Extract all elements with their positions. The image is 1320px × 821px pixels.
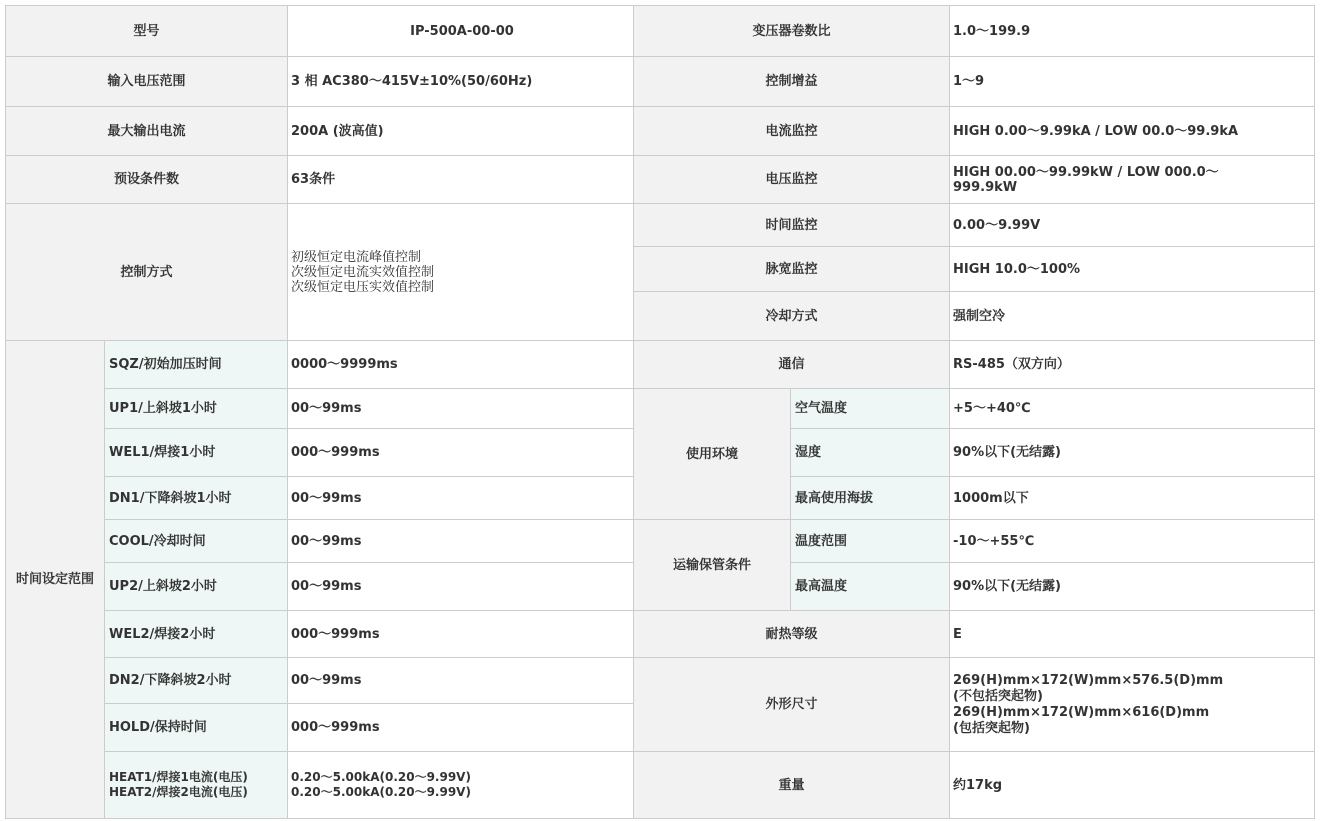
time-row-label: UP1/上斜坡1小时 [104,388,288,429]
spec-value-current-monitor: HIGH 0.00～9.99kA / LOW 00.0～99.9kA [949,106,1315,156]
time-row-value: 00～99ms [287,562,634,611]
spec-label-voltage-monitor: 电压监控 [633,155,950,204]
spec-value-max-output-current: 200A (波高值) [287,106,634,156]
time-row-value: 000～999ms [287,428,634,477]
spec-value-cooling-method: 强制空冷 [949,291,1315,341]
spec-label-preset-conditions: 预设条件数 [5,155,288,204]
storage-row-label: 最高温度 [790,562,950,611]
time-row-value: 00～99ms [287,388,634,429]
spec-value-time-monitor: 0.00～9.99V [949,203,1315,247]
time-row-value: 00～99ms [287,519,634,563]
time-row-label: DN1/下降斜坡1小时 [104,476,288,520]
storage-row-value: 90%以下(无结露) [949,562,1315,611]
environment-row-label: 空气温度 [790,388,950,429]
time-row-label: DN2/下降斜坡2小时 [104,657,288,704]
spec-label-dimensions: 外形尺寸 [633,657,950,752]
spec-value-model: IP-500A-00-00 [287,5,634,57]
storage-row-label: 温度范围 [790,519,950,563]
storage-group-label: 运输保管条件 [633,519,791,611]
environment-row-label: 最高使用海拔 [790,476,950,520]
spec-value-pulse-width-monitor: HIGH 10.0～100% [949,246,1315,292]
time-row-label: WEL1/焊接1小时 [104,428,288,477]
spec-label-weight: 重量 [633,751,950,819]
spec-label-cooling-method: 冷却方式 [633,291,950,341]
spec-label-current-monitor: 电流监控 [633,106,950,156]
storage-row-value: -10～+55℃ [949,519,1315,563]
spec-value-communication: RS-485（双方向） [949,340,1315,389]
spec-value-weight: 约17kg [949,751,1315,819]
spec-value-dimensions: 269(H)mm×172(W)mm×576.5(D)mm (不包括突起物) 269(H)mm×172(W)mm×616(D)mm (包括突起物) [949,657,1315,752]
time-row-label: WEL2/焊接2小时 [104,610,288,658]
environment-row-value: 90%以下(无结露) [949,428,1315,477]
spec-value-control-method: 初级恒定电流峰值控制 次级恒定电流实效值控制 次级恒定电压实效值控制 [287,203,634,341]
spec-label-model: 型号 [5,5,288,57]
spec-label-pulse-width-monitor: 脉宽监控 [633,246,950,292]
time-row-label: COOL/冷却时间 [104,519,288,563]
spec-label-communication: 通信 [633,340,950,389]
spec-label-heat-class: 耐热等级 [633,610,950,658]
time-row-label: HEAT1/焊接1电流(电压) HEAT2/焊接2电流(电压) [104,751,288,819]
environment-row-value: +5～+40℃ [949,388,1315,429]
spec-label-control-method: 控制方式 [5,203,288,341]
spec-label-input-voltage: 输入电压范围 [5,56,288,107]
spec-value-input-voltage: 3 相 AC380～415V±10%(50/60Hz) [287,56,634,107]
spec-label-time-monitor: 时间监控 [633,203,950,247]
spec-label-control-gain: 控制增益 [633,56,950,107]
spec-value-heat-class: E [949,610,1315,658]
time-row-value: 000～999ms [287,610,634,658]
spec-value-turns-ratio: 1.0～199.9 [949,5,1315,57]
time-row-value: 000～999ms [287,703,634,752]
time-row-value: 00～99ms [287,476,634,520]
time-row-label: UP2/上斜坡2小时 [104,562,288,611]
spec-value-control-gain: 1～9 [949,56,1315,107]
spec-label-turns-ratio: 变压器卷数比 [633,5,950,57]
time-row-value: 0.20～5.00kA(0.20～9.99V) 0.20～5.00kA(0.20～9.99V) [287,751,634,819]
environment-row-label: 湿度 [790,428,950,477]
time-setting-group-label: 时间设定范围 [5,340,105,819]
spec-value-voltage-monitor: HIGH 00.00～99.99kW / LOW 000.0～999.9kW [949,155,1315,204]
time-row-value: 0000～9999ms [287,340,634,389]
environment-row-value: 1000m以下 [949,476,1315,520]
time-row-label: HOLD/保持时间 [104,703,288,752]
spec-value-preset-conditions: 63条件 [287,155,634,204]
environment-group-label: 使用环境 [633,388,791,520]
time-row-label: SQZ/初始加压时间 [104,340,288,389]
time-row-value: 00～99ms [287,657,634,704]
spec-label-max-output-current: 最大输出电流 [5,106,288,156]
